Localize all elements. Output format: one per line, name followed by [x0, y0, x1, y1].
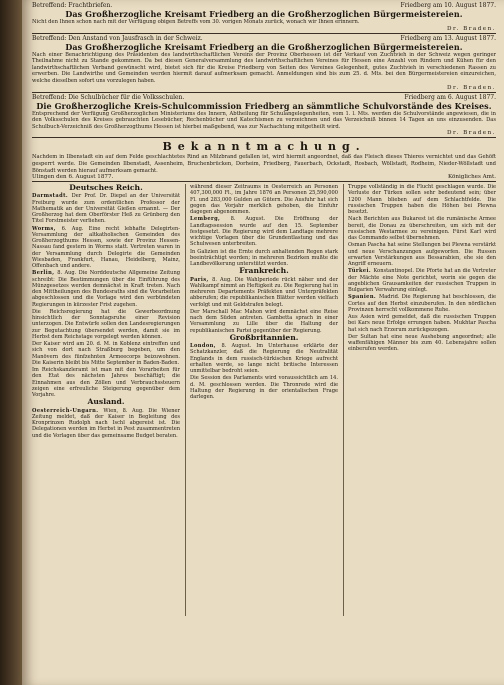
notice-date: Friedberg am 10. August 1877. [400, 2, 496, 9]
article-text: Der Sultan hat eine neue Aushebung angeordnet; alle waffenfähigen Männer bis zum 40. Lebensjahre sollen einberufen werden. [348, 333, 496, 353]
article-text: 8. August. Im Unterhause erklärte der Schatzkanzler, daß die Regierung die Neutralität Englands in dem russisch-türkischen Kriege aufrecht erhalten werde, so lange nicht britische Interessen unmittelbar bedroht seien. [190, 343, 338, 375]
article-text: 6. Aug. Eine recht lebhafte Delegirten-Versammlung der altkatholischen Gemeinden des Großherzogthums Hessen, sowie der Provinz Hessen-Nassau fand gestern in Worms statt. Vertreten waren in der Versammlung durch Delegirte die Gemeinden Wiesbaden, Frankfurt, Hanau, Heidelberg, Mainz, Offenbach und andere. [32, 225, 180, 270]
notice-subject: Betreffend: Frachtbriefen. [32, 2, 113, 9]
article-text: 8. Aug. Die Wahlperiode rückt näher und der Wahlkampf nimmt an Heftigkeit zu. Die Regierung hat in mehreren Departements Präfekten und Unterpräfekten abberufen; die republikanischen Blätter werden vielfach verfolgt und mit Geldstrafen belegt. [190, 276, 338, 308]
notice-title: Das Großherzogliche Kreisamt Friedberg an die Großherzoglichen Bürgermeistereien. [65, 10, 463, 19]
section-heading: Frankreich. [239, 266, 289, 276]
notice-title: Die Großherzogliche Kreis-Schulcommission Friedberg an sämmtliche Schulvorstände des Kreises. [36, 101, 492, 111]
article-dateline: Spanien. [348, 294, 379, 301]
notice-body: Nach einer Benachrichtigung des Präsidenten des landwirthschaftlichen Vereins der Provinz Oberhessen ist der Verkauf von Zuchtvieh in der Schweiz wegen geringer Theilnahme nicht zu Stande gekommen. Da bei diesen Generalversammlung des landwirthschaftlichen Vereines für Hessen eine Anzahl von Rindern und Kühen für den landwirthschaftlichen Verband gewünscht wird, bietet sich für die Kreise Friedberg von Seiten des Vereines Gelegenheit, gutes Zuchtvieh in verschiedenen Rassen zu erwerben. Die Landwirthe und Gemeinden werden hiermit darauf aufmerksam gemacht. Anmeldungen sind bis zum 25. d. Mts. bei den Bürgermeistereien einzureichen, welche dieselben sofort uns vorzulegen haben. [32, 51, 496, 84]
article-dateline: Paris, [190, 276, 213, 283]
article-text: 8. August. Die Eröffnung der Landtagssession wurde auf den 15. September festgesetzt. Die Regierung wird dem Landtage mehrere wichtige Vorlagen über die Grundentlastung und das Schulwesen unterbreiten. [190, 216, 338, 248]
newspaper-page [22, 0, 504, 685]
article-paragraph [32, 226, 180, 270]
article-dateline: Oesterreich-Ungarn. [32, 407, 104, 414]
article-paragraph [190, 375, 338, 400]
news-column [185, 184, 338, 616]
article-paragraph [348, 268, 496, 293]
article-paragraph [32, 309, 180, 340]
article-text: Der Marschall Mac Mahon wird demnächst eine Reise nach dem Süden antreten. Gambetta sprach in einer Versammlung zu Lille über die Haltung der republikanischen Partei gegenüber der Regierung. [190, 308, 338, 334]
divider [32, 33, 496, 34]
bekanntmachung-body: Nachdem in Ilbenstadt ein auf dem Felde geschlachtetes Rind an Milzbrand gefallen ist, wird hiermit angeordnet, daß das Fleisch dieses Thieres vernichtet und das Gehöft gesperrt werde. Die Gemeinden Ilbenstadt, Assenheim, Bruchenbrücken, Dorheim, Friedberg, Fauerbach, Ockstadt, Rosbach, Wöllstadt, Rodheim, Nieder-Wöllstadt und Bönstadt werden hierauf aufmerksam gemacht. [32, 154, 496, 174]
article-paragraph [32, 408, 180, 439]
article-text: Die Reichsregierung hat die Gewerbeordnung hinsichtlich der Sonntagsruhe einer Revision unterzogen. Die Entwürfe sollen den Landesregierungen zur Begutachtung übersendet werden, damit sie im Herbst dem Reichstage vorgelegt werden können. [32, 308, 180, 340]
notice-subject: Betreffend: Den Anstand von Jausfrasch in der Schweiz. [32, 34, 203, 42]
bekanntmachung-title: Bekanntmachung. [162, 140, 366, 154]
article-dateline: Berlin, [32, 270, 58, 277]
notice-schulbuecher [32, 94, 496, 137]
notice-date: Friedberg am 6. August 1877. [404, 93, 496, 101]
article-dateline: Lemberg, [190, 216, 231, 223]
divider [32, 181, 496, 182]
article-paragraph [190, 277, 338, 308]
notice-title: Das Großherzogliche Kreisamt Friedberg an die Großherzoglichen Bürgermeistereien. [65, 42, 463, 52]
bekanntmachung [32, 140, 496, 180]
article-dateline: London, [190, 343, 222, 350]
notice-signer: Dr. Braden. [447, 130, 496, 137]
bekanntmachung-place-date: Ulingen den 6. August 1877. [32, 174, 114, 181]
bekanntmachung-authority: Königliches Amt. [447, 174, 496, 181]
section-heading: Großbritannien. [229, 332, 299, 342]
article-text: Osman Pascha hat seine Stellungen bei Plewna verstärkt und neue Verschanzungen aufgeworfen. Die Russen erwarten Verstärkungen aus Bessarabien, ehe sie den Angriff erneuern. [348, 242, 496, 268]
article-text: Die Session des Parlaments wird voraussichtlich am 14. d. M. geschlossen werden. Die Thronrede wird die Haltung der Regierung in der orientalischen Frage darlegen. [190, 375, 338, 401]
article-paragraph [348, 242, 496, 267]
article-text: Der Kaiser wird am 20. d. M. in Koblenz eintreffen und sich von dort nach Straßburg begeben, um den Manövern des fünfzehnten Armeecorps beizuwohnen. Die Kaiserin bleibt bis Mitte September in Baden-Baden. [32, 341, 180, 366]
section-heading: Ausland. [87, 397, 125, 407]
notice-zuchtvieh [32, 35, 496, 91]
divider [32, 137, 496, 138]
section-heading: Deutsches Reich. [69, 184, 143, 193]
article-text: Aus Asien wird gemeldet, daß die russischen Truppen bei Kars neue Erfolge errungen haben. Mukhtar Pascha hat sich nach Erzerum zurückgezogen. [348, 314, 496, 333]
article-paragraph [348, 184, 496, 215]
article-paragraph [32, 193, 180, 224]
article-dateline: Worms, [32, 225, 62, 232]
article-paragraph [190, 184, 338, 215]
article-paragraph [348, 216, 496, 241]
notice-frachtbriefen [32, 2, 496, 32]
article-paragraph [32, 367, 180, 398]
article-text: während dieser Zeitraums in Oesterreich an Personen 407,300,000 Fl., im Jahre 1876 an Personen 25,590,000 Fl. und 283,000 Gulden an Gütern. Die Ausfuhr hat sich gegen das Vorjahr merklich gehoben, die Einfuhr dagegen abgenommen. [190, 184, 338, 216]
article-text: Nach Berichten aus Bukarest ist die rumänische Armee bereit, die Donau zu überschreiten, um sich mit der russischen Westarmee zu vereinigen. Fürst Karl wird das Commando selbst übernehmen. [348, 216, 496, 242]
article-paragraph [190, 309, 338, 334]
notice-body: Nicht den Ihnen schon nach mit der Verfügung obigen Betreffs vom 30. vorigen Monats zurück, wonach wir Ihnen erinnern. [32, 19, 360, 25]
article-text: Wien, 8. Aug. Die Wiener Zeitung meldet, daß der Kaiser in Begleitung des Kronprinzen Rudolph nach Ischl abgereist ist. Die Delegationen werden im Herbst in Pest zusammentreten und die Vorlagen über das gemeinsame Budget beraten. [32, 407, 180, 439]
page-content [32, 2, 496, 681]
article-dateline: Darmstadt. [32, 193, 72, 200]
article-paragraph [348, 314, 496, 333]
notice-subject: Betreffend: Die Schulbücher für die Volksschulen. [32, 93, 185, 101]
article-text: Der Prof. Dr. Diepel an der Universität Freiburg wurde zum ordentlichen Professor der Mathematik an der Universität Gießen ernannt. — Der Großherzog hat dem Oberförster Heß zu Grünberg den Titel Forstmeister verliehen. [32, 193, 180, 225]
article-paragraph [190, 249, 338, 268]
article-paragraph [348, 334, 496, 353]
article-dateline: Türkei. [348, 268, 374, 275]
article-text: Truppe vollständig in die Flucht geschlagen wurde. Die Verluste der Türken sollen sehr bedeutend sein; über 1200 Mann blieben auf dem Schlachtfelde. Die russischen Truppen haben die Höhen bei Plewna besetzt. [348, 184, 496, 216]
article-text: Im Reichskanzleramt ist man mit den Vorarbeiten für den Etat des nächsten Jahres beschäftigt; die Einnahmen aus den Zöllen und Verbrauchssteuern zeigen eine erfreuliche Steigerung gegenüber dem Vorjahre. [32, 367, 180, 399]
notice-body: Entsprechend der Verfügung Großherzoglichen Ministeriums des Innern, Abtheilung für Schulangelegenheiten, vom 1. l. Mts. werden die Schulvorstände angewiesen, die in den Volksschulen des Kreises gebrauchten Lesebücher, Rechenbücher und Katechismen zu verzeichnen und das Verzeichniß binnen 14 Tagen an uns einzusenden. Das Schulbuch-Verzeichniß des Großherzogthums Hessen ist hierbei maßgebend, was zur Nachachtung mitgetheilt wird. [32, 110, 496, 130]
news-column [32, 184, 180, 616]
article-text: In Galizien ist die Ernte durch anhaltenden Regen stark beeinträchtigt worden; in mehreren Bezirken mußte die Landbevölkerung unterstützt werden. [190, 248, 338, 268]
article-text: Madrid. Die Regierung hat beschlossen, die Cortes auf den Herbst einzuberufen. In den nördlichen Provinzen herrscht vollkommene Ruhe. [348, 294, 496, 313]
news-columns [32, 184, 496, 616]
article-paragraph [32, 270, 180, 308]
notice-signer: Dr. Braden. [447, 25, 496, 32]
notice-date: Friedberg am 13. August 1877. [400, 34, 496, 42]
news-column [343, 184, 496, 616]
notice-signer: Dr. Braden. [447, 84, 496, 91]
article-text: Konstantinopel. Die Pforte hat an die Vertreter der Mächte eine Note gerichtet, worin sie gegen die angeblichen Grausamkeiten der russischen Truppen in Bulgarien Verwahrung einlegt. [348, 268, 496, 294]
article-text: 8. Aug. Die Norddeutsche Allgemeine Zeitung schreibt: Die Bestimmungen über die Einführung des Münzgesetzes werden demnächst in Kraft treten. Nach den Mittheilungen des Bundesraths sind die Vorarbeiten abgeschlossen und die Vorlage wird den verbündeten Regierungen in kürzester Frist zugehen. [32, 270, 180, 308]
article-paragraph [190, 216, 338, 247]
divider [32, 92, 496, 93]
book-binding [0, 0, 22, 685]
article-paragraph [32, 341, 180, 366]
article-paragraph [190, 343, 338, 374]
article-paragraph [348, 294, 496, 313]
